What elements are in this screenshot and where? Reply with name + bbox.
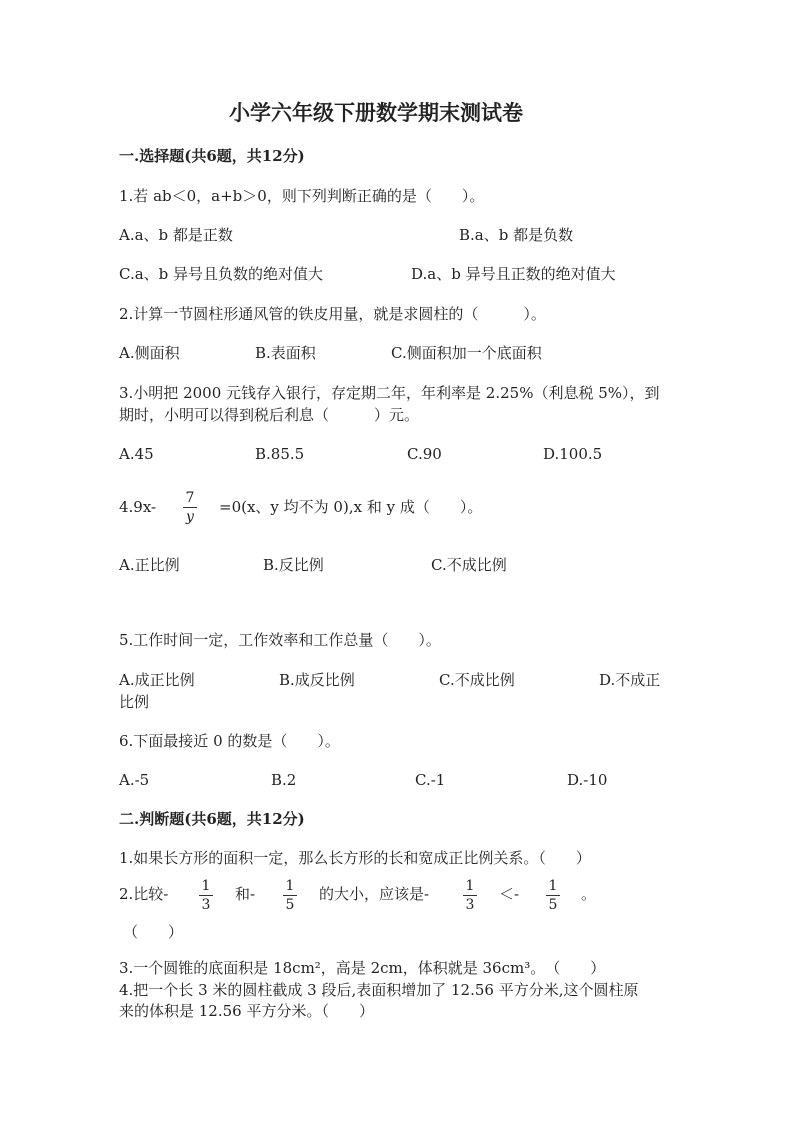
page-title: 小学六年级下册数学期末测试卷 (229, 100, 523, 125)
question-1-stem: 1.若 ab＜0，a+b＞0，则下列判断正确的是（ ）。 (119, 187, 485, 205)
fraction-numerator: 1 (201, 878, 211, 894)
fraction-bar (199, 895, 213, 896)
judge-question-2-answer: （ ） (123, 923, 184, 941)
judge-question-4-line1: 4.把一个长 3 米的圆柱截成 3 段后,表面积增加了 12.56 平方分米,这个圆柱原 (119, 981, 639, 999)
fraction-denominator: y (186, 509, 194, 525)
fraction-denominator: 5 (285, 897, 295, 913)
fraction-bar (183, 507, 197, 508)
fraction-numerator: 1 (465, 878, 475, 894)
question-3-stem-line1: 3.小明把 2000 元钱存入银行，存定期二年，年利率是 2.25%（利息税 5%），到 (119, 384, 660, 402)
question-6-option-d: D.-10 (567, 771, 608, 789)
judge-question-2-fraction-3 (463, 878, 477, 913)
question-5-option-c: C.不成比例 (439, 671, 515, 689)
fraction-bar (283, 895, 297, 896)
question-5-stem: 5.工作时间一定，工作效率和工作总量（ ）。 (119, 631, 441, 649)
question-6-option-c: C.-1 (415, 771, 446, 789)
fraction-numerator: 1 (285, 878, 295, 894)
question-4-option-c: C.不成比例 (431, 556, 507, 574)
question-3-stem-line2: 期时，小明可以得到税后利息（ ）元。 (119, 406, 420, 424)
section-heading-choice: 一.选择题(共6题，共12分) (119, 147, 305, 165)
judge-question-2-part4: ＜- (499, 885, 520, 903)
question-2-option-c: C.侧面积加一个底面积 (391, 344, 542, 362)
fraction-denominator: 5 (548, 897, 558, 913)
question-1-option-a: A.a、b 都是正数 (119, 226, 233, 244)
question-1-option-d: D.a、b 异号且正数的绝对值大 (411, 265, 616, 283)
fraction-denominator: 3 (201, 897, 211, 913)
question-4-suffix: =0(x、y 均不为 0),x 和 y 成（ ）。 (219, 498, 483, 516)
judge-question-2-part3: 的大小，应该是- (319, 885, 430, 903)
question-6-option-b: B.2 (271, 771, 297, 789)
question-3-option-a: A.45 (119, 445, 154, 463)
question-4-prefix: 4.9x- (119, 498, 157, 516)
judge-question-3: 3.一个圆锥的底面积是 18cm²，高是 2cm，体积就是 36cm³。 （ ） (119, 959, 606, 977)
fraction-bar (546, 895, 560, 896)
question-2-stem: 2.计算一节圆柱形通风管的铁皮用量，就是求圆柱的（ ）。 (119, 305, 546, 323)
judge-question-2-part1: 2.比较- (119, 885, 169, 903)
question-4-fraction (183, 490, 197, 525)
fraction-denominator: 3 (465, 897, 475, 913)
fraction-numerator: 1 (548, 878, 558, 894)
judge-question-1: 1.如果长方形的面积一定，那么长方形的长和宽成正比例关系。（ ） (119, 849, 591, 867)
judge-question-2-fraction-2 (283, 878, 297, 913)
question-5-option-a: A.成正比例 (119, 671, 195, 689)
section-heading-judge: 二.判断题(共6题，共12分) (119, 810, 305, 828)
judge-question-2-part5: 。 (581, 885, 597, 903)
question-5-option-b: B.成反比例 (279, 671, 355, 689)
judge-question-2-part2: 和- (235, 885, 256, 903)
question-6-stem: 6.下面最接近 0 的数是（ ）。 (119, 732, 340, 750)
question-5-option-d-wrap: 比例 (119, 693, 150, 711)
judge-question-2-fraction-1 (199, 878, 213, 913)
question-4-option-a: A.正比例 (119, 556, 180, 574)
question-3-option-c: C.90 (407, 445, 442, 463)
judge-question-2-fraction-4 (546, 878, 560, 913)
judge-question-4-line2: 来的体积是 12.56 平方分米。（ ） (119, 1002, 374, 1020)
question-3-option-d: D.100.5 (543, 445, 603, 463)
fraction-bar (463, 895, 477, 896)
question-5-option-d: D.不成正 (599, 671, 661, 689)
question-4-option-b: B.反比例 (263, 556, 324, 574)
question-2-option-b: B.表面积 (255, 344, 316, 362)
question-1-option-c: C.a、b 异号且负数的绝对值大 (119, 265, 324, 283)
question-3-option-b: B.85.5 (255, 445, 305, 463)
question-2-option-a: A.侧面积 (119, 344, 180, 362)
question-1-option-b: B.a、b 都是负数 (459, 226, 574, 244)
question-6-option-a: A.-5 (119, 771, 150, 789)
fraction-numerator: 7 (185, 490, 195, 506)
